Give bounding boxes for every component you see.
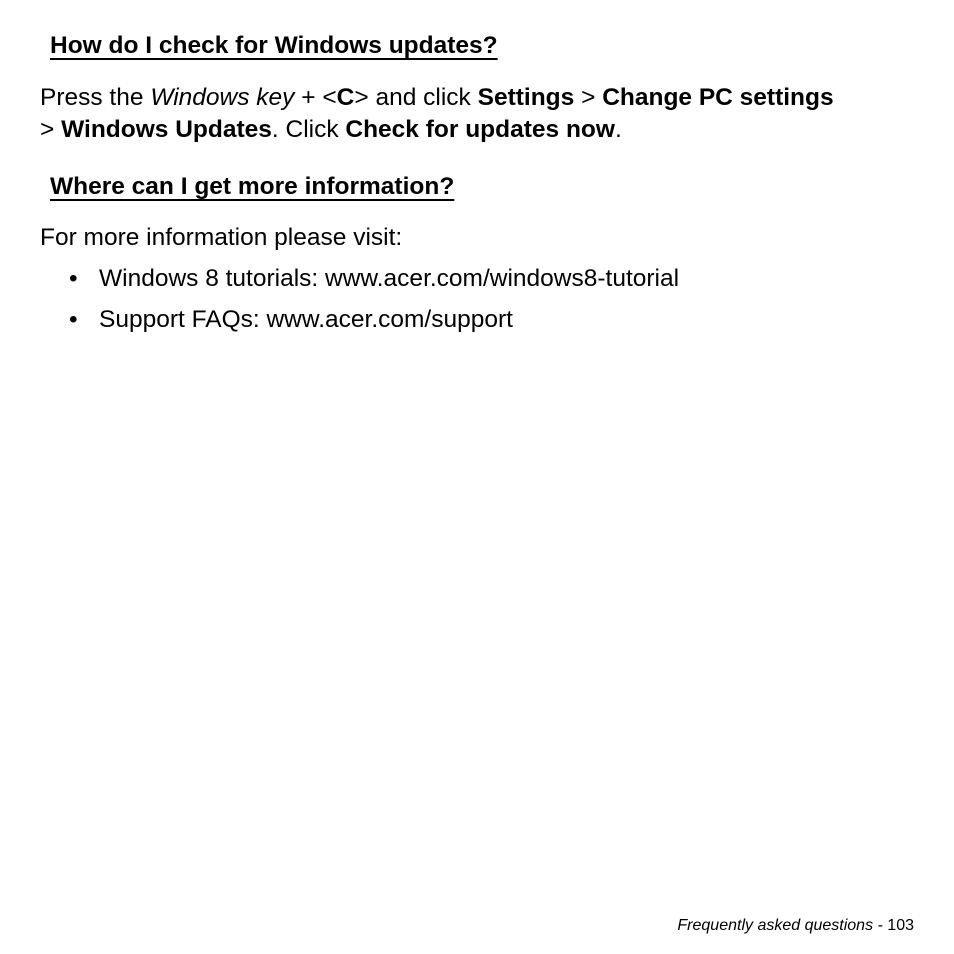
support-faqs-link-text: Support FAQs: www.acer.com/support: [99, 306, 513, 333]
text-run: .: [614, 116, 622, 143]
text-run: > and click: [354, 84, 478, 111]
more-information-intro: For more information please visit:: [40, 224, 403, 251]
c-key-text: C: [336, 84, 355, 111]
section-heading-more-information: Where can I get more information?: [50, 173, 455, 200]
footer-section-title: Frequently asked questions -: [677, 917, 888, 934]
list-item: [40, 263, 679, 304]
text-run: >: [40, 116, 62, 143]
list-item: [40, 304, 679, 345]
text-run: >: [574, 84, 603, 111]
text-run: + <: [294, 84, 337, 111]
change-pc-settings-text: Change PC settings: [602, 84, 834, 111]
text-run: Press the: [40, 84, 151, 111]
windows-key-text: Windows key: [150, 84, 295, 111]
settings-text: Settings: [477, 84, 575, 111]
resource-link-list: [40, 263, 679, 345]
windows-tutorials-link-text: Windows 8 tutorials: www.acer.com/windows8-tutorial: [99, 265, 680, 292]
page-number: 103: [887, 917, 914, 934]
windows-updates-text: Windows Updates: [61, 116, 272, 143]
page-footer: [677, 917, 914, 935]
check-for-updates-now-text: Check for updates now: [345, 116, 615, 143]
section-heading-windows-updates: How do I check for Windows updates?: [50, 32, 498, 59]
bullet-icon: •: [69, 306, 78, 333]
windows-updates-instructions: [40, 82, 920, 146]
text-run: . Click: [271, 116, 346, 143]
bullet-icon: •: [69, 265, 78, 292]
